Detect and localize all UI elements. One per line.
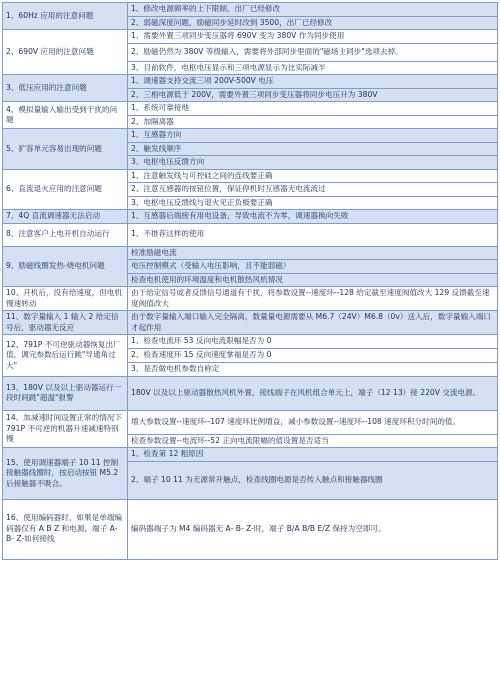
answer-cell: 1、需要外置三项同步变压器将 690V 变为 380V 作为同步使用 <box>128 30 498 44</box>
answer-cell: 编码器端子为 M4 编码器无 A- B- Z-时，端子 B/A B/B E/Z 保持为空即可。 <box>128 499 498 559</box>
answer-cell: 检查电机使用的环境温度和电机散热风机情况 <box>128 273 498 287</box>
table-row <box>3 210 498 224</box>
answer-cell: 由于给定信号或者反馈信号通道有干扰，将参数设置--速度环--128 给定截至速度阀值改大 129 反馈截至速度阀值改大 <box>128 287 498 311</box>
answer-cell: 2、触发线顺序 <box>128 142 498 156</box>
question-cell: 16、使用编码器时，如果是单端编码器仅有 A B Z 和电源，端子 A- B- Z-如何接线 <box>3 499 128 559</box>
table-row <box>3 3 498 17</box>
answer-cell: 3、是否做电机参数自称定 <box>128 362 498 376</box>
answer-cell: 检查参数设置--电流环--52 正向电流限幅的值设置是否适当 <box>128 434 498 448</box>
answer-cell: 180V 以及以上驱动器散热风机外置，接线端子在风机组合单元上，端子（12 13）接 220V 交流电源。 <box>128 376 498 410</box>
table-row <box>3 223 498 246</box>
question-cell: 12、791P 不可逆驱动器恢复出厂值，调完参数后运行跳"导通角过大" <box>3 335 128 377</box>
answer-cell: 1、互感器方向 <box>128 129 498 143</box>
table-row <box>3 448 498 462</box>
answer-cell: 3、电枢电压反馈方向 <box>128 156 498 170</box>
answer-cell: 增大参数设置--速度环--107 速度环比例增益，减小参数设置--速度环--108 速度环积分时间的值。 <box>128 410 498 434</box>
question-cell: 10、开机后，没有给速度，但电机慢速转动 <box>3 287 128 311</box>
answer-cell: 校准励磁电流 <box>128 246 498 260</box>
answer-cell: 1、系统可靠接地 <box>128 102 498 116</box>
table-row <box>3 499 498 559</box>
answer-cell: 1、互感器后端接有用电设备，导致电流不为零，调速器换向失败 <box>128 210 498 224</box>
question-cell: 9、励磁线圈发热-烧电机问题 <box>3 246 128 287</box>
answer-cell: 1、调速器支持交流三项 200V-500V 电压 <box>128 75 498 89</box>
question-cell: 14、加减速时间设置正常的情况下 791P 不可逆的机器升速减速特别慢 <box>3 410 128 448</box>
answer-cell: 1、注意触发线与可控硅之间的连线要正确 <box>128 169 498 183</box>
answer-cell: 2、弱磁深度问题，励磁同步延时改到 3500，出厂已经修改 <box>128 16 498 30</box>
answer-cell: 2、注意互感器的按钮位置，保证停机时互感器无电流流过 <box>128 183 498 197</box>
answer-cell: 由于数字量输入端口输入完全隔离，数量量电源需要从 M6.7（24V）M6.8（0v）送入后，数字量输入端口才起作用 <box>128 311 498 335</box>
table-row <box>3 169 498 183</box>
answer-cell: 1、不推荐这样的使用 <box>128 223 498 246</box>
question-cell: 4、模拟量输入输出受到干扰的问题 <box>3 102 128 129</box>
table-row <box>3 311 498 335</box>
table-row <box>3 410 498 434</box>
answer-cell: 1、修改电源频率的上下限制，出厂已经修改 <box>128 3 498 17</box>
table-row <box>3 102 498 116</box>
answer-cell: 电压控制模式（受输入电压影响，且不能弱磁） <box>128 260 498 274</box>
answer-cell: 2、加隔离器 <box>128 115 498 129</box>
question-cell: 3、低压应用的注意问题 <box>3 75 128 102</box>
question-cell: 6、直流退火应用的注意问题 <box>3 169 128 210</box>
question-cell: 2、690V 应用的注意问题 <box>3 30 128 75</box>
table-row <box>3 287 498 311</box>
answer-cell: 2、三相电源低于 200V，需要外置三项同步变压器将同步电压升为 380V <box>128 88 498 102</box>
answer-cell: 3、目前软件，电枢电压显示和三项电源显示为比实际减半 <box>128 61 498 75</box>
answer-cell: 2、端子 10 11 为无源常开触点，检查线圈电源是否传入触点和接触器线圈 <box>128 461 498 499</box>
table-row <box>3 335 498 349</box>
answer-cell: 1、检查第 12 粗原因 <box>128 448 498 462</box>
question-cell: 1、60Hz 应用的注意问题 <box>3 3 128 30</box>
question-cell: 13、180V 以及以上驱动器运行一段时间跳"超温"报警 <box>3 376 128 410</box>
table-row <box>3 246 498 260</box>
table-row <box>3 376 498 410</box>
table-row <box>3 75 498 89</box>
answer-cell: 1、检查电流环 53 反向电流限幅是否为 0 <box>128 335 498 349</box>
question-cell: 7、4Q 直流调速器无法启动 <box>3 210 128 224</box>
answer-cell: 2、检查速度环 15 反向速度掌福是否为 0 <box>128 348 498 362</box>
question-cell: 8、注意客户上电开机自动运行 <box>3 223 128 246</box>
table-row <box>3 30 498 44</box>
answer-cell: 3、电枢电压反馈线与退火见正负极要正确 <box>128 196 498 210</box>
answer-cell: 2、励磁仍然为 380V 等级输入，需要将外部同步里面的"磁场主同步"选项去掉。 <box>128 43 498 61</box>
question-cell: 11、数字量输入 1 输入 2 给定信号后，驱动器无反应 <box>3 311 128 335</box>
question-cell: 15、使用调速器端子 10 11 控制接触器线圈时，按启动按钮 M5.2 后接触器不吸合。 <box>3 448 128 500</box>
faq-table <box>2 2 498 560</box>
question-cell: 5、扩容单元容易出现的问题 <box>3 129 128 170</box>
table-row <box>3 129 498 143</box>
